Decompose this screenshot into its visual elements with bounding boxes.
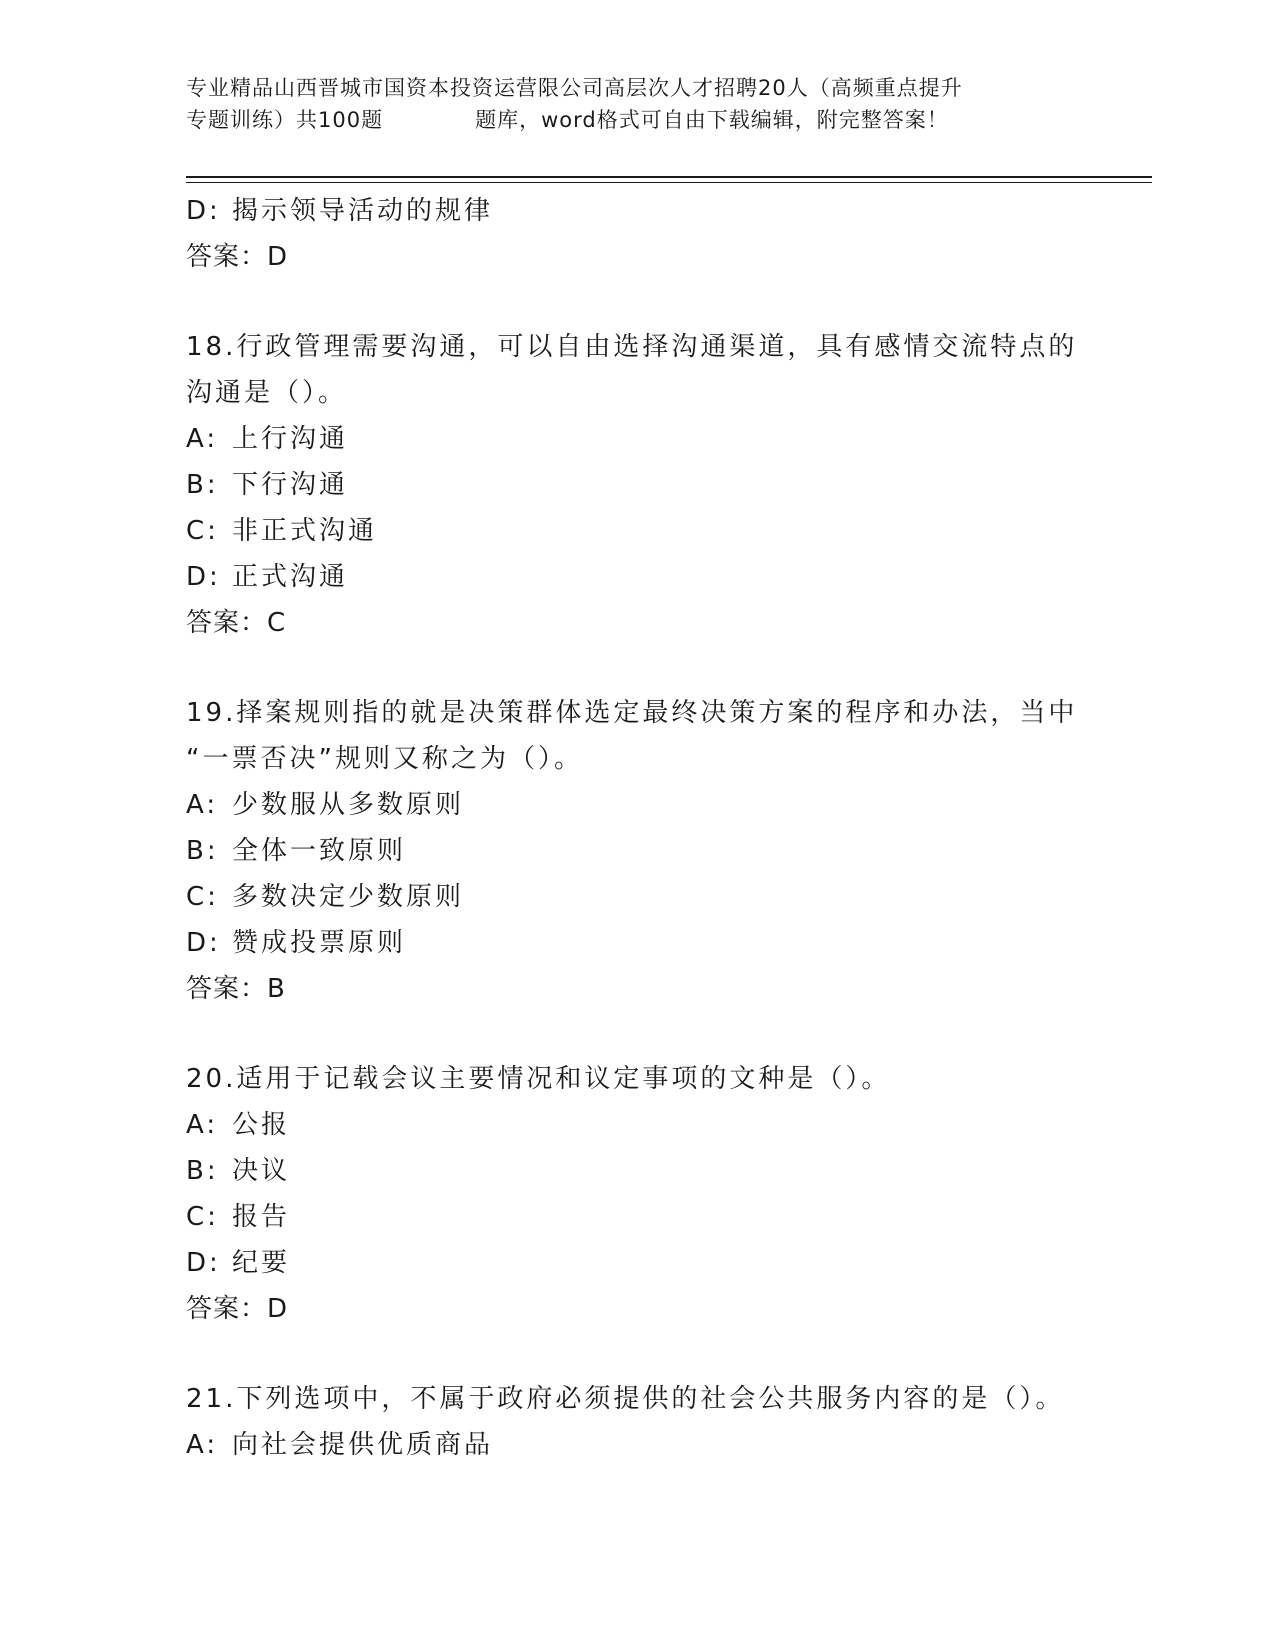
option-text: 公报 bbox=[232, 1110, 291, 1140]
option-d bbox=[186, 920, 1086, 966]
option-text: 报告 bbox=[232, 1202, 291, 1232]
option-label: B: bbox=[186, 836, 219, 866]
header-line-2-right: 题库，word格式可自由下载编辑，附完整答案！ bbox=[475, 108, 949, 132]
option-text: 纪要 bbox=[232, 1248, 291, 1278]
question-stem: 18.行政管理需要沟通，可以自由选择沟通渠道，具有感情交流特点的 bbox=[186, 332, 1078, 362]
answer: 答案：C bbox=[186, 608, 287, 638]
question-stem: 19.择案规则指的就是决策群体选定最终决策方案的程序和办法，当中 bbox=[186, 698, 1078, 728]
option-text: 下行沟通 bbox=[232, 470, 349, 500]
option-d bbox=[186, 1240, 1086, 1286]
option-text: 正式沟通 bbox=[232, 562, 349, 592]
option-label: B: bbox=[186, 1156, 219, 1186]
option-b bbox=[186, 462, 1086, 508]
question-19 bbox=[186, 690, 1086, 1012]
header-line-2 bbox=[186, 104, 1086, 136]
carryover-option-d bbox=[186, 188, 1086, 234]
question-stem-continued: 沟通是（）。 bbox=[186, 378, 348, 408]
option-c bbox=[186, 1194, 1086, 1240]
option-c bbox=[186, 874, 1086, 920]
option-label: A: bbox=[186, 1110, 219, 1140]
page-header bbox=[186, 72, 1086, 136]
option-label: A: bbox=[186, 1430, 219, 1460]
option-label: B: bbox=[186, 470, 219, 500]
option-d bbox=[186, 554, 1086, 600]
option-text: 多数决定少数原则 bbox=[232, 882, 465, 912]
option-text: 向社会提供优质商品 bbox=[232, 1430, 494, 1460]
option-label: C: bbox=[186, 1202, 219, 1232]
option-label: A: bbox=[186, 790, 219, 820]
header-line-2-left: 专题训练）共100题 bbox=[186, 108, 384, 132]
question-18 bbox=[186, 324, 1086, 646]
header-line-1: 专业精品山西晋城市国资本投资运营限公司高层次人才招聘20人（高频重点提升 bbox=[186, 76, 963, 100]
option-label: D: bbox=[186, 196, 221, 226]
option-label: C: bbox=[186, 882, 219, 912]
question-stem-continued: “一票否决”规则又称之为（）。 bbox=[186, 744, 583, 774]
option-b bbox=[186, 828, 1086, 874]
option-text: 全体一致原则 bbox=[232, 836, 407, 866]
question-21 bbox=[186, 1376, 1086, 1468]
option-text: 揭示领导活动的规律 bbox=[232, 196, 494, 226]
option-b bbox=[186, 1148, 1086, 1194]
option-label: C: bbox=[186, 516, 219, 546]
question-list bbox=[186, 188, 1086, 1468]
question-stem: 21.下列选项中，不属于政府必须提供的社会公共服务内容的是（）。 bbox=[186, 1384, 1065, 1414]
option-text: 上行沟通 bbox=[232, 424, 349, 454]
option-a bbox=[186, 1422, 1086, 1468]
option-a bbox=[186, 782, 1086, 828]
header-divider-thin bbox=[186, 182, 1152, 183]
option-text: 决议 bbox=[232, 1156, 291, 1186]
answer: 答案：D bbox=[186, 1294, 289, 1324]
option-a bbox=[186, 1102, 1086, 1148]
option-label: D: bbox=[186, 1248, 221, 1278]
option-label: D: bbox=[186, 928, 221, 958]
option-text: 非正式沟通 bbox=[232, 516, 378, 546]
option-c bbox=[186, 508, 1086, 554]
header-divider-thick bbox=[186, 176, 1152, 178]
option-label: A: bbox=[186, 424, 219, 454]
option-a bbox=[186, 416, 1086, 462]
carryover-answer: 答案：D bbox=[186, 242, 289, 272]
option-text: 少数服从多数原则 bbox=[232, 790, 465, 820]
question-stem: 20.适用于记载会议主要情况和议定事项的文种是（）。 bbox=[186, 1064, 891, 1094]
option-text: 赞成投票原则 bbox=[232, 928, 407, 958]
answer: 答案：B bbox=[186, 974, 286, 1004]
question-20 bbox=[186, 1056, 1086, 1332]
option-label: D: bbox=[186, 562, 221, 592]
